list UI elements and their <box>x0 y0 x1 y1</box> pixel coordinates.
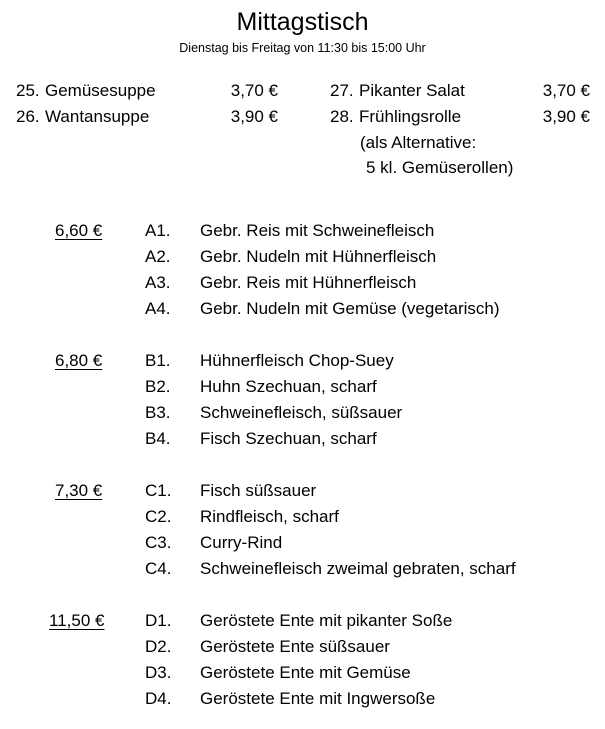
dish-name: Gebr. Nudeln mit Hühnerfleisch <box>200 247 437 266</box>
soup-note-line1: (als Alternative: <box>360 133 477 152</box>
menu-subtitle: Dienstag bis Freitag von 11:30 bis 15:00 Uhr <box>179 41 426 55</box>
dish-name: Schweinefleisch zweimal gebraten, scharf <box>200 559 516 578</box>
dish-name: Geröstete Ente mit Ingwersoße <box>200 689 436 708</box>
dish-name: Geröstete Ente mit pikanter Soße <box>200 611 453 630</box>
dish-code: B1. <box>145 351 171 370</box>
dish-name: Gebr. Reis mit Hühnerfleisch <box>200 273 417 292</box>
soup-item-25 <box>16 80 278 102</box>
soup-number: 25. <box>16 81 40 100</box>
dish-code: B2. <box>145 377 171 396</box>
dish-code: D3. <box>145 663 172 682</box>
soup-note-line2: 5 kl. Gemüserollen) <box>366 158 514 177</box>
dish-name: Fisch süßsauer <box>200 481 317 500</box>
soup-item-26 <box>16 106 278 128</box>
dish-name: Rindfleisch, scharf <box>200 507 339 526</box>
group-price-c: 7,30 € <box>55 481 103 500</box>
dish-name: Gebr. Reis mit Schweinefleisch <box>200 221 435 240</box>
group-price-b: 6,80 € <box>55 351 103 370</box>
dish-code: B3. <box>145 403 171 422</box>
soup-item-27 <box>330 80 590 102</box>
dish-code: A3. <box>145 273 171 292</box>
dish-code: D4. <box>145 689 172 708</box>
dish-code: B4. <box>145 429 171 448</box>
soup-name: Gemüsesuppe <box>45 81 156 100</box>
menu-title: Mittagstisch <box>236 8 369 36</box>
soup-name: Frühlingsrolle <box>359 107 462 126</box>
soup-price: 3,70 € <box>542 81 590 100</box>
group-price-d: 11,50 € <box>49 611 105 630</box>
dish-name: Geröstete Ente süßsauer <box>200 637 390 656</box>
dish-name: Gebr. Nudeln mit Gemüse (vegetarisch) <box>200 299 500 318</box>
dish-code: D2. <box>145 637 172 656</box>
group-price-a: 6,60 € <box>55 221 103 240</box>
dish-name: Geröstete Ente mit Gemüse <box>200 663 411 682</box>
soup-name: Wantansuppe <box>45 107 150 126</box>
dish-name: Huhn Szechuan, scharf <box>200 377 377 396</box>
soup-number: 28. <box>330 107 354 126</box>
soup-number: 27. <box>330 81 354 100</box>
soup-name: Pikanter Salat <box>359 81 465 100</box>
dish-code: C3. <box>145 533 172 552</box>
dish-name: Hühnerfleisch Chop-Suey <box>200 351 394 370</box>
dish-name: Fisch Szechuan, scharf <box>200 429 377 448</box>
dish-code: A4. <box>145 299 171 318</box>
soup-price: 3,90 € <box>542 107 590 126</box>
soup-number: 26. <box>16 107 40 126</box>
dish-name: Curry-Rind <box>200 533 283 552</box>
soup-price: 3,90 € <box>230 107 278 126</box>
soup-price: 3,70 € <box>230 81 278 100</box>
dish-code: A1. <box>145 221 171 240</box>
dish-code: C2. <box>145 507 172 526</box>
dish-code: D1. <box>145 611 172 630</box>
soup-item-28 <box>330 106 590 128</box>
dish-name: Schweinefleisch, süßsauer <box>200 403 403 422</box>
dish-code: C1. <box>145 481 172 500</box>
dish-code: C4. <box>145 559 172 578</box>
dish-code: A2. <box>145 247 171 266</box>
